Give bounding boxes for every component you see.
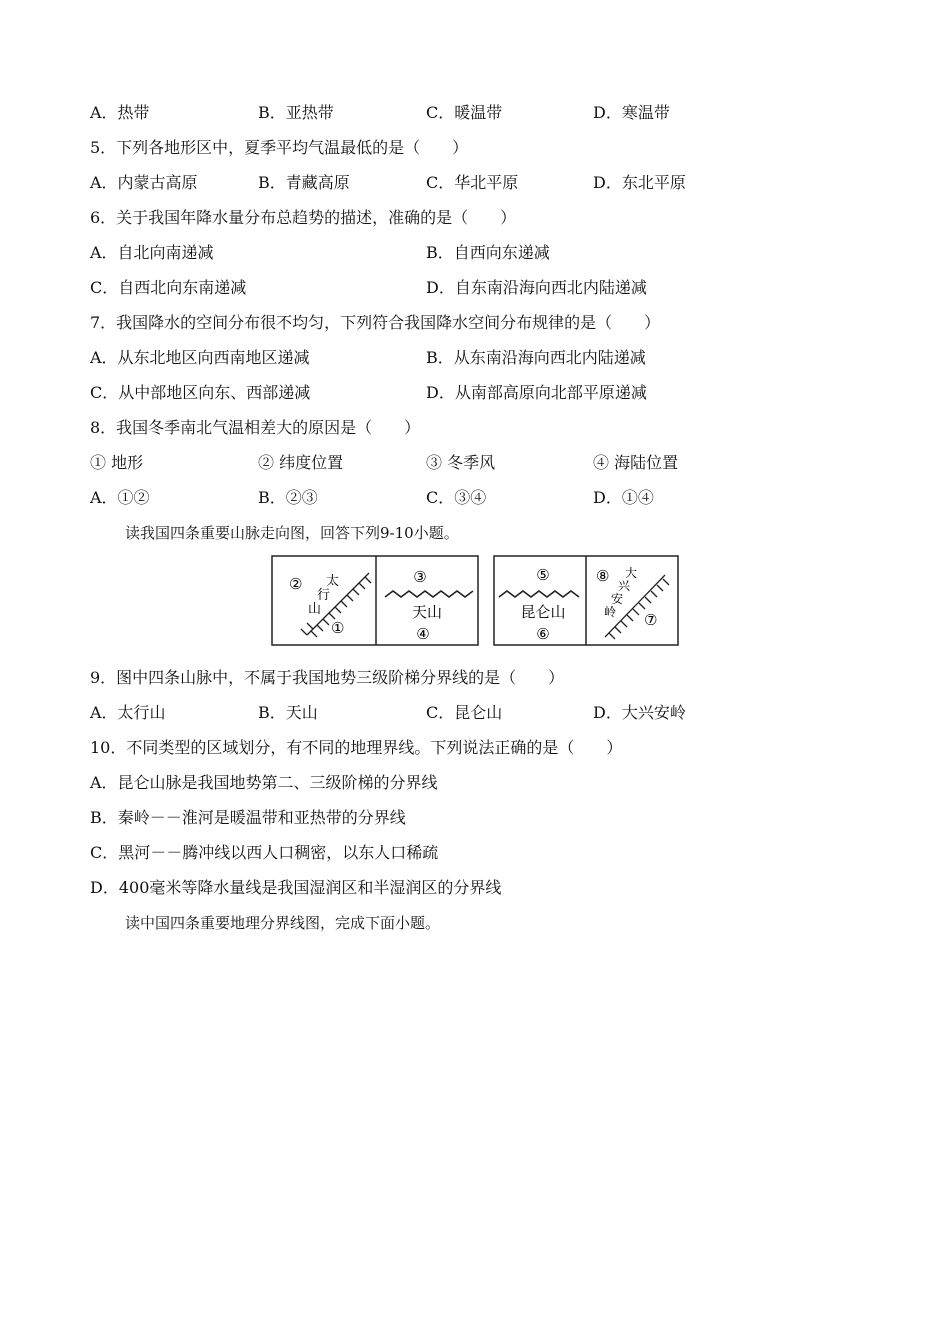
q6-option-d[interactable]: D．自东南沿海向西北内陆递减	[426, 278, 647, 297]
q5-option-d[interactable]: D．东北平原	[593, 173, 686, 192]
q7-option-d[interactable]: D．从南部高原向北部平原递减	[426, 383, 647, 402]
q4-option-c[interactable]: C．暖温带	[426, 103, 503, 122]
mark-6: ⑥	[536, 625, 550, 643]
q7-option-a[interactable]: A．从东北地区向西南地区递减	[90, 348, 310, 367]
q10-option-d[interactable]: D．400毫米等降水量线是我国湿润区和半湿润区的分界线	[90, 878, 502, 897]
q5-option-b[interactable]: B．青藏高原	[258, 173, 350, 192]
q8-option-a[interactable]: A．①②	[90, 488, 150, 507]
tianshan-ridge-symbol	[385, 591, 473, 597]
q7-stem: 7．我国降水的空间分布很不均匀，下列符合我国降水空间分布规律的是（ ）	[90, 313, 661, 332]
q8-stem: 8．我国冬季南北气温相差大的原因是（ ）	[90, 418, 421, 437]
q4-option-d[interactable]: D．寒温带	[593, 103, 670, 122]
mark-8: ⑧	[596, 567, 610, 585]
daxing-char-1: 大	[625, 566, 638, 580]
q8-item-2: ② 纬度位置	[258, 453, 344, 472]
q8-option-b[interactable]: B．②③	[258, 488, 318, 507]
q10-option-a[interactable]: A．昆仑山脉是我国地势第二、三级阶梯的分界线	[90, 773, 438, 792]
taihang-char-2: 行	[317, 588, 331, 603]
q8-item-4: ④ 海陆位置	[593, 453, 679, 472]
q5-option-c[interactable]: C．华北平原	[426, 173, 519, 192]
q9-option-b[interactable]: B．天山	[258, 703, 318, 722]
mark-3: ③	[413, 568, 427, 586]
mark-2: ②	[289, 575, 303, 593]
q4-option-b[interactable]: B．亚热带	[258, 103, 334, 122]
taihang-char-1: 太	[326, 574, 340, 589]
q9-option-a[interactable]: A．太行山	[90, 703, 166, 722]
q4-option-a[interactable]: A．热带	[90, 103, 150, 122]
q8-item-1: ① 地形	[90, 453, 144, 472]
mark-5: ⑤	[536, 566, 550, 584]
tianshan-label: 天山	[411, 603, 443, 621]
q8-option-d[interactable]: D．①④	[593, 488, 654, 507]
taihang-char-3: 山	[308, 602, 322, 617]
kunlun-label: 昆仑山	[520, 603, 566, 621]
q10-stem: 10．不同类型的区域划分，有不同的地理界线。下列说法正确的是（ ）	[90, 738, 623, 757]
q7-option-b[interactable]: B．从东南沿海向西北内陆递减	[426, 348, 646, 367]
q10-option-c[interactable]: C．黑河－－腾冲线以西人口稠密，以东人口稀疏	[90, 843, 439, 862]
kunlun-ridge-symbol	[499, 591, 579, 597]
daxing-char-3: 安	[611, 592, 624, 606]
q8-option-c[interactable]: C．③④	[426, 488, 487, 507]
taihang-label	[308, 573, 339, 617]
mark-4: ④	[416, 625, 430, 643]
q5-option-a[interactable]: A．内蒙古高原	[90, 173, 198, 192]
q9-option-c[interactable]: C．昆仑山	[426, 703, 503, 722]
q6-option-b[interactable]: B．自西向东递减	[426, 243, 550, 262]
q9-stem: 9．图中四条山脉中，不属于我国地势三级阶梯分界线的是（ ）	[90, 668, 565, 687]
daxing-char-4: 岭	[604, 605, 617, 619]
q6-option-a[interactable]: A．自北向南递减	[90, 243, 214, 262]
q6-option-c[interactable]: C．自西北向东南递减	[90, 278, 247, 297]
q7-option-c[interactable]: C．从中部地区向东、西部递减	[90, 383, 311, 402]
q8-item-3: ③ 冬季风	[426, 453, 496, 472]
q6-stem: 6．关于我国年降水量分布总趋势的描述，准确的是（ ）	[90, 208, 517, 227]
figure-intro-2: 读中国四条重要地理分界线图，完成下面小题。	[125, 914, 441, 932]
daxing-char-2: 兴	[618, 579, 631, 593]
mark-1: ①	[331, 619, 345, 637]
mountain-direction-figure	[271, 555, 681, 651]
q5-stem: 5．下列各地形区中，夏季平均气温最低的是（ ）	[90, 138, 469, 157]
q9-option-d[interactable]: D．大兴安岭	[593, 703, 686, 722]
mark-7: ⑦	[644, 611, 658, 629]
mountain-figure-svg	[271, 555, 681, 647]
q10-option-b[interactable]: B．秦岭－－淮河是暖温带和亚热带的分界线	[90, 808, 406, 827]
figure-intro: 读我国四条重要山脉走向图，回答下列9-10小题。	[125, 524, 459, 542]
